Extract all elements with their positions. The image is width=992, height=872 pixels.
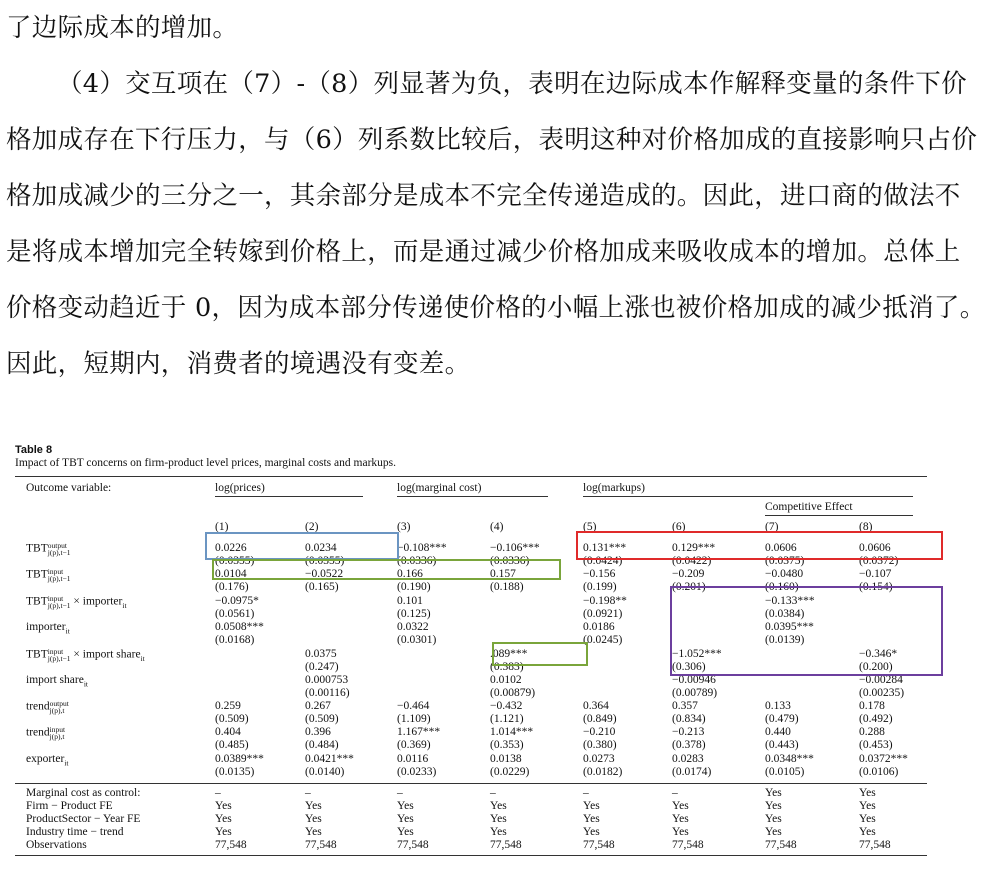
coefficient-cell: 0.0234 — [305, 542, 337, 554]
footer-row-label: Marginal cost as control: — [26, 787, 141, 799]
footer-cell: Yes — [215, 826, 232, 838]
standard-error-cell: (0.509) — [305, 713, 339, 725]
footer-cell: Yes — [765, 826, 782, 838]
footer-cell: Yes — [765, 813, 782, 825]
standard-error-cell: (0.353) — [490, 739, 524, 751]
footer-cell: Yes — [859, 787, 876, 799]
standard-error-cell: (0.380) — [583, 739, 617, 751]
standard-error-cell: (0.0301) — [397, 634, 437, 646]
outcome-variable-label: Outcome variable: — [26, 482, 112, 494]
coefficient-cell: 0.0606 — [859, 542, 891, 554]
table-top-rule — [15, 476, 927, 477]
standard-error-cell: (0.0106) — [859, 766, 899, 778]
row-label: TBT input j(p),t−1 × importer$_{it}$ — [26, 594, 127, 610]
coefficient-cell: −0.432 — [490, 700, 523, 712]
standard-error-cell: (0.453) — [859, 739, 893, 751]
standard-error-cell: (0.306) — [672, 661, 706, 673]
table-bottom-rule — [15, 855, 927, 856]
footer-cell: – — [305, 787, 311, 799]
standard-error-cell: (0.485) — [215, 739, 249, 751]
footer-cell: Yes — [765, 787, 782, 799]
standard-error-cell: (0.0336) — [490, 555, 530, 567]
coefficient-cell: −0.209 — [672, 568, 705, 580]
coefficient-cell: 0.0138 — [490, 753, 522, 765]
standard-error-cell: (0.0424) — [583, 555, 623, 567]
coefficient-cell: 0.357 — [672, 700, 698, 712]
row-label: TBT input j(p),t−1 — [26, 567, 71, 583]
footer-cell: 77,548 — [305, 839, 337, 851]
coefficient-cell: 0.0348*** — [765, 753, 814, 765]
standard-error-cell: (0.369) — [397, 739, 431, 751]
coefficient-cell: 0.396 — [305, 726, 331, 738]
row-label: trend input j(p),t — [26, 725, 66, 741]
standard-error-cell: (0.201) — [672, 581, 706, 593]
column-number: (4) — [490, 521, 504, 533]
coefficient-cell: 0.364 — [583, 700, 609, 712]
table-title: Table 8 — [15, 444, 53, 456]
standard-error-cell: (0.0174) — [672, 766, 712, 778]
coefficient-cell: 0.166 — [397, 568, 423, 580]
coefficient-cell: 0.178 — [859, 700, 885, 712]
standard-error-cell: (0.0140) — [305, 766, 345, 778]
row-label: trend output j(p),t — [26, 699, 69, 715]
column-number: (1) — [215, 521, 229, 533]
footer-cell: 77,548 — [859, 839, 891, 851]
body-paragraph — [6, 0, 986, 392]
group-header: log(marginal cost) — [397, 482, 482, 494]
table-mid-rule — [15, 783, 927, 784]
coefficient-cell: −0.213 — [672, 726, 705, 738]
subgroup-underline — [765, 515, 913, 516]
standard-error-cell: (0.443) — [765, 739, 799, 751]
coefficient-cell: 0.0102 — [490, 674, 522, 686]
standard-error-cell: (0.160) — [765, 581, 799, 593]
footer-cell: 77,548 — [490, 839, 522, 851]
row-label: import share$_{it}$ — [26, 674, 88, 689]
coefficient-cell: −0.210 — [583, 726, 616, 738]
coefficient-cell: 0.0273 — [583, 753, 615, 765]
footer-cell: Yes — [672, 826, 689, 838]
footer-cell: – — [397, 787, 403, 799]
row-label: TBT output j(p),t−1 — [26, 541, 71, 557]
standard-error-cell: (0.0372) — [859, 555, 899, 567]
standard-error-cell: (0.0105) — [765, 766, 805, 778]
coefficient-cell: 1.014*** — [490, 726, 534, 738]
coefficient-cell: 0.000753 — [305, 674, 349, 686]
footer-cell: Yes — [490, 826, 507, 838]
standard-error-cell: (0.0168) — [215, 634, 255, 646]
subgroup-header: Competitive Effect — [765, 501, 853, 513]
footer-cell: 77,548 — [397, 839, 429, 851]
coefficient-cell: −0.00284 — [859, 674, 903, 686]
standard-error-cell: (0.00789) — [672, 687, 718, 699]
standard-error-cell: (0.0384) — [765, 608, 805, 620]
coefficient-cell: 0.440 — [765, 726, 791, 738]
coefficient-cell: 1.167*** — [397, 726, 441, 738]
footer-cell: Yes — [305, 813, 322, 825]
coefficient-cell: −0.198** — [583, 595, 627, 607]
column-number: (6) — [672, 521, 686, 533]
coefficient-cell: −0.106*** — [490, 542, 540, 554]
standard-error-cell: (0.200) — [859, 661, 893, 673]
coefficient-cell: 0.0186 — [583, 621, 615, 633]
standard-error-cell: (0.0135) — [215, 766, 255, 778]
footer-cell: Yes — [583, 813, 600, 825]
column-number: (5) — [583, 521, 597, 533]
coefficient-cell: 0.0389*** — [215, 753, 264, 765]
footer-cell: – — [583, 787, 589, 799]
paragraph-body: （4）交互项在（7）-（8）列显著为负，表明在边际成本作解释变量的条件下价格加成存在下行压力，与（6）列系数比较后，表明这种对价格加成的直接影响只占价格加成减少的三分之一，其余部分是成本不完全传递造成的。因此，进口商的做法不是将成本增加完全转嫁到价格上，而是通过减少价格加成来吸收成本的增加。总体上价格变动趋近于 0，因为成本部分传递使价格的小幅上涨也被价格加成的减少抵消了。因此，短期内，消费者的境遇没有变差。 — [6, 69, 986, 379]
standard-error-cell: (0.00235) — [859, 687, 905, 699]
coefficient-cell: 0.288 — [859, 726, 885, 738]
paragraph-first-line: 了边际成本的增加。 — [6, 13, 239, 43]
standard-error-cell: (0.199) — [583, 581, 617, 593]
standard-error-cell: (0.0921) — [583, 608, 623, 620]
footer-cell: – — [215, 787, 221, 799]
coefficient-cell: 0.0283 — [672, 753, 704, 765]
column-number: (2) — [305, 521, 319, 533]
footer-cell: 77,548 — [583, 839, 615, 851]
footer-cell: Yes — [672, 800, 689, 812]
coefficient-cell: 0.133 — [765, 700, 791, 712]
coefficient-cell: 0.0104 — [215, 568, 247, 580]
footer-cell: Yes — [490, 813, 507, 825]
standard-error-cell: (0.0336) — [397, 555, 437, 567]
footer-cell: Yes — [397, 800, 414, 812]
standard-error-cell: (0.176) — [215, 581, 249, 593]
coefficient-cell: 0.404 — [215, 726, 241, 738]
footer-cell: – — [490, 787, 496, 799]
footer-cell: Yes — [583, 800, 600, 812]
footer-cell: Yes — [215, 813, 232, 825]
group-underline — [583, 496, 913, 497]
group-underline — [215, 496, 363, 497]
annotation-box-green-cell — [492, 642, 588, 666]
footer-cell: Yes — [672, 813, 689, 825]
standard-error-cell: (0.125) — [397, 608, 431, 620]
standard-error-cell: (0.849) — [583, 713, 617, 725]
coefficient-cell: 0.0421*** — [305, 753, 354, 765]
footer-cell: 77,548 — [672, 839, 704, 851]
coefficient-cell: 0.259 — [215, 700, 241, 712]
coefficient-cell: 0.267 — [305, 700, 331, 712]
standard-error-cell: (0.00116) — [305, 687, 350, 699]
annotation-box-purple — [670, 586, 943, 676]
standard-error-cell: (0.484) — [305, 739, 339, 751]
footer-cell: 77,548 — [765, 839, 797, 851]
coefficient-cell: −0.107 — [859, 568, 892, 580]
coefficient-cell: −0.156 — [583, 568, 616, 580]
footer-cell: 77,548 — [215, 839, 247, 851]
row-label: importer$_{it}$ — [26, 621, 70, 636]
annotation-box-green-row — [212, 559, 561, 580]
coefficient-cell: 0.0395*** — [765, 621, 814, 633]
footer-cell: Yes — [397, 813, 414, 825]
coefficient-cell: 0.0606 — [765, 542, 797, 554]
standard-error-cell: (0.834) — [672, 713, 706, 725]
footer-cell: – — [672, 787, 678, 799]
group-underline — [397, 496, 548, 497]
standard-error-cell: (0.0245) — [583, 634, 623, 646]
footer-cell: Yes — [490, 800, 507, 812]
standard-error-cell: (1.109) — [397, 713, 431, 725]
coefficient-cell: 0.129*** — [672, 542, 716, 554]
standard-error-cell: (0.383) — [490, 661, 524, 673]
column-number: (3) — [397, 521, 411, 533]
footer-row-label: Industry time − trend — [26, 826, 124, 838]
standard-error-cell: (0.0422) — [672, 555, 712, 567]
coefficient-cell: 0.0372*** — [859, 753, 908, 765]
coefficient-cell: −0.133*** — [765, 595, 815, 607]
coefficient-cell: 0.0508*** — [215, 621, 264, 633]
column-number: (7) — [765, 521, 779, 533]
row-label: exporter$_{it}$ — [26, 753, 69, 768]
standard-error-cell: (0.00879) — [490, 687, 536, 699]
coefficient-cell: 0.131*** — [583, 542, 627, 554]
standard-error-cell: (0.190) — [397, 581, 431, 593]
coefficient-cell: 0.157 — [490, 568, 516, 580]
footer-cell: Yes — [583, 826, 600, 838]
footer-cell: Yes — [305, 800, 322, 812]
annotation-box-blue — [205, 532, 399, 560]
table-caption: Impact of TBT concerns on firm-product level prices, marginal costs and markups. — [15, 457, 396, 469]
standard-error-cell: (0.509) — [215, 713, 249, 725]
annotation-box-red — [576, 531, 943, 560]
group-header: log(markups) — [583, 482, 645, 494]
standard-error-cell: (0.165) — [305, 581, 339, 593]
footer-cell: Yes — [305, 826, 322, 838]
coefficient-cell: −0.00946 — [672, 674, 716, 686]
footer-cell: Yes — [397, 826, 414, 838]
standard-error-cell: (0.154) — [859, 581, 893, 593]
standard-error-cell: (0.378) — [672, 739, 706, 751]
footer-cell: Yes — [765, 800, 782, 812]
footer-cell: Yes — [859, 826, 876, 838]
coefficient-cell: 0.101 — [397, 595, 423, 607]
standard-error-cell: (0.247) — [305, 661, 339, 673]
standard-error-cell: (0.0182) — [583, 766, 623, 778]
footer-row-label: ProductSector − Year FE — [26, 813, 141, 825]
coefficient-cell: −0.346* — [859, 648, 898, 660]
footer-row-label: Firm − Product FE — [26, 800, 113, 812]
standard-error-cell: (0.0375) — [765, 555, 805, 567]
standard-error-cell: (0.0355) — [305, 555, 345, 567]
standard-error-cell: (0.0229) — [490, 766, 530, 778]
standard-error-cell: (0.0233) — [397, 766, 437, 778]
column-number: (8) — [859, 521, 873, 533]
coefficient-cell: −0.0480 — [765, 568, 804, 580]
footer-cell: Yes — [859, 800, 876, 812]
footer-cell: Yes — [215, 800, 232, 812]
row-label: TBT input j(p),t−1 × import share$_{it}$ — [26, 647, 145, 663]
standard-error-cell: (0.0139) — [765, 634, 805, 646]
coefficient-cell: −1.052*** — [672, 648, 722, 660]
standard-error-cell: (0.492) — [859, 713, 893, 725]
coefficient-cell: 0.0116 — [397, 753, 429, 765]
coefficient-cell: 0.0375 — [305, 648, 337, 660]
coefficient-cell: −0.464 — [397, 700, 430, 712]
coefficient-cell: .089*** — [490, 648, 528, 660]
footer-cell: Yes — [859, 813, 876, 825]
standard-error-cell: (0.188) — [490, 581, 524, 593]
coefficient-cell: 0.0322 — [397, 621, 429, 633]
standard-error-cell: (0.0355) — [215, 555, 255, 567]
coefficient-cell: −0.0522 — [305, 568, 344, 580]
coefficient-cell: −0.108*** — [397, 542, 447, 554]
footer-row-label: Observations — [26, 839, 87, 851]
standard-error-cell: (1.121) — [490, 713, 524, 725]
standard-error-cell: (0.479) — [765, 713, 799, 725]
coefficient-cell: −0.0975* — [215, 595, 259, 607]
coefficient-cell: 0.0226 — [215, 542, 247, 554]
group-header: log(prices) — [215, 482, 265, 494]
standard-error-cell: (0.0561) — [215, 608, 255, 620]
